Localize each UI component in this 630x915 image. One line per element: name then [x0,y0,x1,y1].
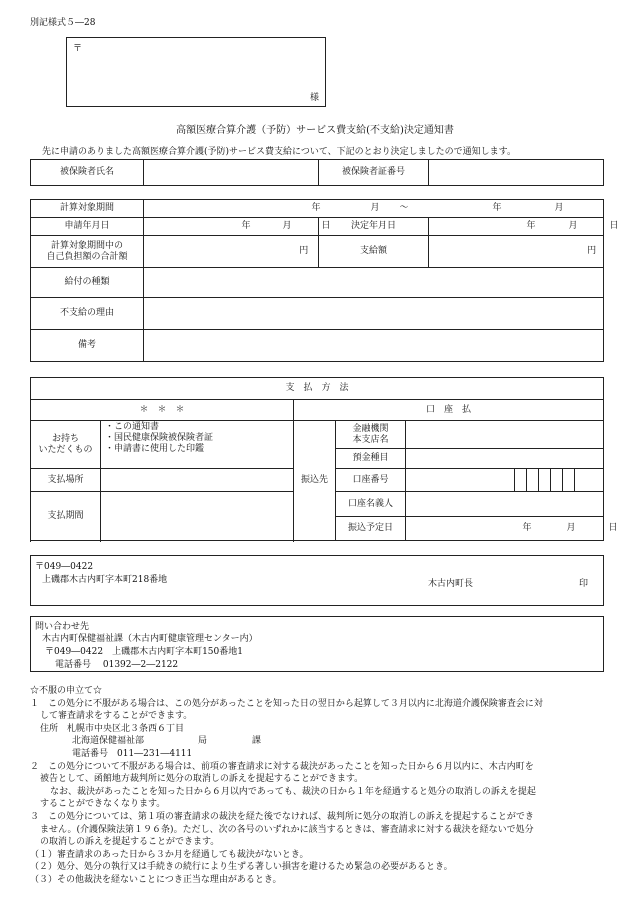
contact-dept: 木古内町保健福祉課（木古内町健康管理センター内） [42,634,258,644]
addressee-box [66,37,326,107]
transfer-year: 年 [522,522,532,533]
payment-left-header: ＊ ＊ ＊ [31,400,294,421]
appeal-p1-tel: 電話番号 011―231―4111 [72,748,193,759]
payment-period-value[interactable] [101,492,294,541]
appeal-header: ☆不服の申立て☆ [30,686,103,696]
copay-value[interactable] [144,236,319,268]
account-digit[interactable] [527,469,539,492]
bring-item: ・申請書に使用した印鑑 [105,444,205,454]
intro-text: 先に申請のありました高額医療合算介護(予防)サービス費支給について、下記のとおり決定しましたので通知します。 [42,147,516,157]
copay-yen: 円 [299,246,309,256]
issuer-address: 上磯郡木古内町字本町218番地 [42,575,168,585]
appeal-item: （３）その他裁決を経ないことにつき正当な理由があるとき。 [30,874,282,885]
insured-table [30,159,604,186]
application-month: 月 [282,220,292,231]
benefit-type-value[interactable] [144,268,604,298]
deposit-type-value[interactable] [406,449,604,469]
account-digit[interactable] [539,469,551,492]
non-payment-reason-label: 不支給の理由 [31,298,144,330]
remarks-value[interactable] [144,330,604,362]
transfer-label: 振込先 [294,421,336,541]
appeal-p2-line2: 被告として、函館地方裁判所に処分の取消しの訴えを提起することができます。 [40,774,364,785]
bring-items-list [101,421,294,469]
decision-date-label: 決定年月日 [319,218,429,236]
contact-phone: 電話番号 01392―2―2122 [55,660,179,670]
insured-name-label: 被保険者氏名 [31,160,144,186]
non-payment-reason-value[interactable] [144,298,604,330]
bank-label-line2: 本支店名 [352,434,389,445]
bring-label-line1: お持ち [51,433,79,444]
appeal-p1-line1: １ この処分に不服がある場合は、この処分があったことを知った日の翌日から起算して３月以内に北海道介護保険審査会に対 [30,698,543,709]
transfer-month: 月 [566,522,576,533]
bring-label-line2: いただくもの [38,444,93,455]
contact-box [30,616,604,672]
appeal-p3-line1: ３ この処分については、第１項の審査請求の裁決を経た後でなければ、裁判所に処分の取消しの訴えを提起することができ [30,811,534,822]
account-digit[interactable] [551,469,563,492]
contact-address: 〒049―0422 上磯郡木古内町字本町150番地1 [45,647,243,657]
deposit-type-label: 預金種目 [336,449,406,469]
appeal-section [30,685,610,887]
appeal-p3-line3: の取消しの訴えを提起することができます。 [40,837,220,848]
remarks-label: 備考 [31,330,144,362]
form-number: 別記様式５―28 [30,18,96,28]
place-value[interactable] [101,469,294,492]
insured-name-value[interactable] [144,160,319,186]
period-value[interactable] [144,200,604,218]
decision-date-value[interactable]: 年 月 日 [429,218,604,236]
bring-item: ・国民健康保険被保険者証 [105,433,214,443]
account-holder-value[interactable] [406,492,604,517]
copay-label-line1: 計算対象期間中の [50,240,123,251]
honorific: 様 [309,93,319,103]
account-holder-label: 口座名義人 [336,492,406,517]
transfer-date-value[interactable]: 年 月 日 [406,517,604,541]
appeal-p3-line2: ません。(介護保険法第１９６条)。ただし、次の各号のいずれかに該当するときは、審査請求に対する裁決を経ないで処分 [40,824,534,835]
bank-label-line1: 金融機関 [352,423,389,434]
appeal-p1-line2: して審査請求をすることができます。 [40,711,193,722]
application-year: 年 [241,220,251,231]
period-start-year: 年 [311,202,321,213]
issuer-mayor: 木古内町長 [428,579,474,589]
payment-method-table [30,377,618,541]
decision-month: 月 [568,220,578,231]
account-number-label: 口座番号 [336,469,406,492]
payment-amount-label: 支給額 [319,236,429,268]
issuer-seal: 印 [579,579,589,589]
account-number-field[interactable] [406,469,515,492]
appeal-p2-line1: ２ この処分について不服がある場合は、前項の審査請求に対する裁決があったことを知った日から６月以内に、木古内町を [30,761,534,772]
payment-method-title: 支 払 方 法 [31,378,604,400]
payment-amount-value[interactable] [429,236,604,268]
transfer-date-label: 振込予定日 [336,517,406,541]
place-label: 支払場所 [31,469,101,492]
application-date-label: 申請年月日 [31,218,144,236]
appeal-item: （１）審査請求のあった日から３か月を経過しても裁決がないとき。 [30,849,309,860]
copay-label [31,236,144,268]
period-label: 計算対象期間 [31,200,144,218]
appeal-p1-address: 住所 札幌市中央区北３条西６丁目 [40,723,185,734]
period-end-year: 年 [492,202,502,213]
bring-items-label [31,421,101,469]
application-date-value[interactable]: 年 月 日 [144,218,319,236]
period-end-month: 月 [554,202,564,213]
decision-year: 年 [526,220,536,231]
payment-yen: 円 [587,246,597,256]
copay-label-line2: 自己負担額の合計額 [46,251,128,262]
contact-title: 問い合わせ先 [35,622,90,632]
payment-period-label: 支払期間 [31,492,101,541]
period-start-month: 月 [370,202,380,213]
account-digit[interactable] [515,469,527,492]
postal-mark: 〒 [73,44,83,54]
issuer-box [30,555,604,606]
insured-number-label: 被保険者証番号 [319,160,429,186]
insured-number-value[interactable] [429,160,604,186]
appeal-p1-dept: 北海道保健福祉部 局 課 [72,736,262,747]
period-tilde: ～ [399,202,409,213]
payment-right-header: 口 座 払 [294,400,604,421]
document-title: 高額医療合算介護（予防）サービス費支給(不支給)決定通知書 [176,125,454,136]
info-table [30,199,619,362]
bank-value[interactable] [406,421,604,449]
appeal-p2-line3: なお、裁決があったことを知った日から６月以内であっても、裁決の日から１年を経過すると処分の取消しの訴えを提起 [50,786,536,797]
appeal-item: （２）処分、処分の執行又は手続きの続行により生ずる著しい損害を避けるため緊急の必要があるとき。 [30,862,453,873]
appeal-p2-line4: することができなくなります。 [40,799,166,810]
issuer-postal: 〒049―0422 [35,562,94,572]
account-digit[interactable] [563,469,575,492]
bank-label [336,421,406,449]
bring-item: ・この通知書 [105,422,160,432]
benefit-type-label: 給付の種類 [31,268,144,298]
account-digit[interactable] [575,469,604,492]
